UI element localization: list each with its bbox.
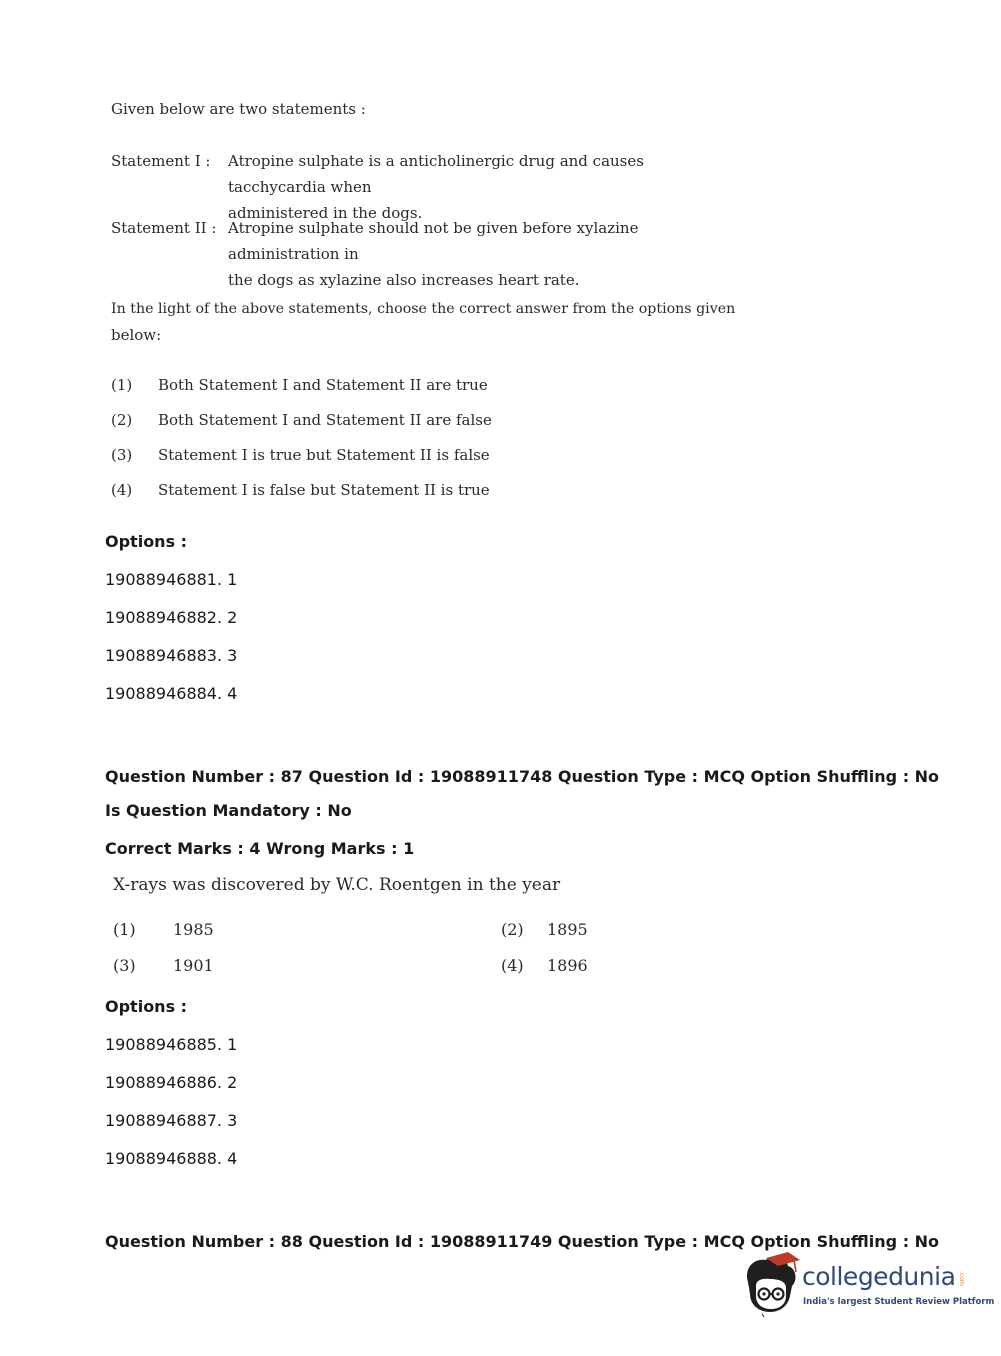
q86-choice-3-text: Statement I is true but Statement II is false bbox=[158, 446, 490, 464]
statement-2-text bbox=[228, 215, 718, 293]
q87-choice-3-text: 1901 bbox=[173, 956, 214, 975]
q87-choice-4-num: (4) bbox=[501, 956, 524, 975]
q86-option-1: 19088946881. 1 bbox=[105, 570, 238, 589]
q88-meta-line1: Question Number : 88 Question Id : 19088911749 Question Type : MCQ Option Shuffling : No bbox=[105, 1232, 940, 1251]
q86-instruction-line2: below: bbox=[111, 326, 162, 344]
q86-choice-2-text: Both Statement I and Statement II are false bbox=[158, 411, 492, 429]
q87-choice-1-num: (1) bbox=[113, 920, 136, 939]
q86-instruction bbox=[111, 296, 736, 348]
q87-option-3: 19088946887. 3 bbox=[105, 1111, 238, 1130]
q87-meta-line2: Is Question Mandatory : No bbox=[105, 801, 352, 820]
logo-wordmark: collegedunia bbox=[802, 1262, 956, 1291]
collegedunia-mascot-icon bbox=[742, 1252, 800, 1318]
q87-option-4: 19088946888. 4 bbox=[105, 1149, 238, 1168]
q87-question: X-rays was discovered by W.C. Roentgen in the year bbox=[113, 875, 561, 895]
statement-1-line2: administered in the dogs. bbox=[228, 204, 423, 222]
statement-2-label: Statement II : bbox=[111, 219, 217, 237]
q86-choice-1-num: (1) bbox=[111, 376, 133, 394]
q86-option-3: 19088946883. 3 bbox=[105, 646, 238, 665]
q86-options-heading: Options : bbox=[105, 532, 188, 551]
statement-1-line1: Atropine sulphate is a anticholinergic drug and causes tacchycardia when bbox=[228, 152, 644, 196]
q86-choice-4-num: (4) bbox=[111, 481, 133, 499]
q87-meta-line1: Question Number : 87 Question Id : 19088911748 Question Type : MCQ Option Shuffling : No bbox=[105, 767, 940, 786]
q86-option-2: 19088946882. 2 bbox=[105, 608, 238, 627]
q86-choice-3-num: (3) bbox=[111, 446, 133, 464]
statement-1-label: Statement I : bbox=[111, 152, 211, 170]
q86-choice-4-text: Statement I is false but Statement II is true bbox=[158, 481, 490, 499]
logo-tagline: India's largest Student Review Platform bbox=[803, 1297, 995, 1307]
logo-com-suffix: .com bbox=[958, 1271, 965, 1286]
q86-choice-2-num: (2) bbox=[111, 411, 133, 429]
q87-choice-2-text: 1895 bbox=[547, 920, 588, 939]
q86-choice-1-text: Both Statement I and Statement II are true bbox=[158, 376, 488, 394]
q87-choice-4-text: 1896 bbox=[547, 956, 588, 975]
q86-intro: Given below are two statements : bbox=[111, 100, 366, 118]
q87-option-2: 19088946886. 2 bbox=[105, 1073, 238, 1092]
q87-options-heading: Options : bbox=[105, 997, 188, 1016]
q86-option-4: 19088946884. 4 bbox=[105, 684, 238, 703]
q87-choice-1-text: 1985 bbox=[173, 920, 214, 939]
q87-option-1: 19088946885. 1 bbox=[105, 1035, 238, 1054]
q86-instruction-line1: In the light of the above statements, choose the correct answer from the options given bbox=[111, 301, 736, 317]
statement-2-line2: the dogs as xylazine also increases heart rate. bbox=[228, 271, 580, 289]
q87-marks: Correct Marks : 4 Wrong Marks : 1 bbox=[105, 839, 415, 858]
statement-2-line1: Atropine sulphate should not be given before xylazine administration in bbox=[228, 219, 639, 263]
q87-choice-2-num: (2) bbox=[501, 920, 524, 939]
q87-choice-3-num: (3) bbox=[113, 956, 136, 975]
